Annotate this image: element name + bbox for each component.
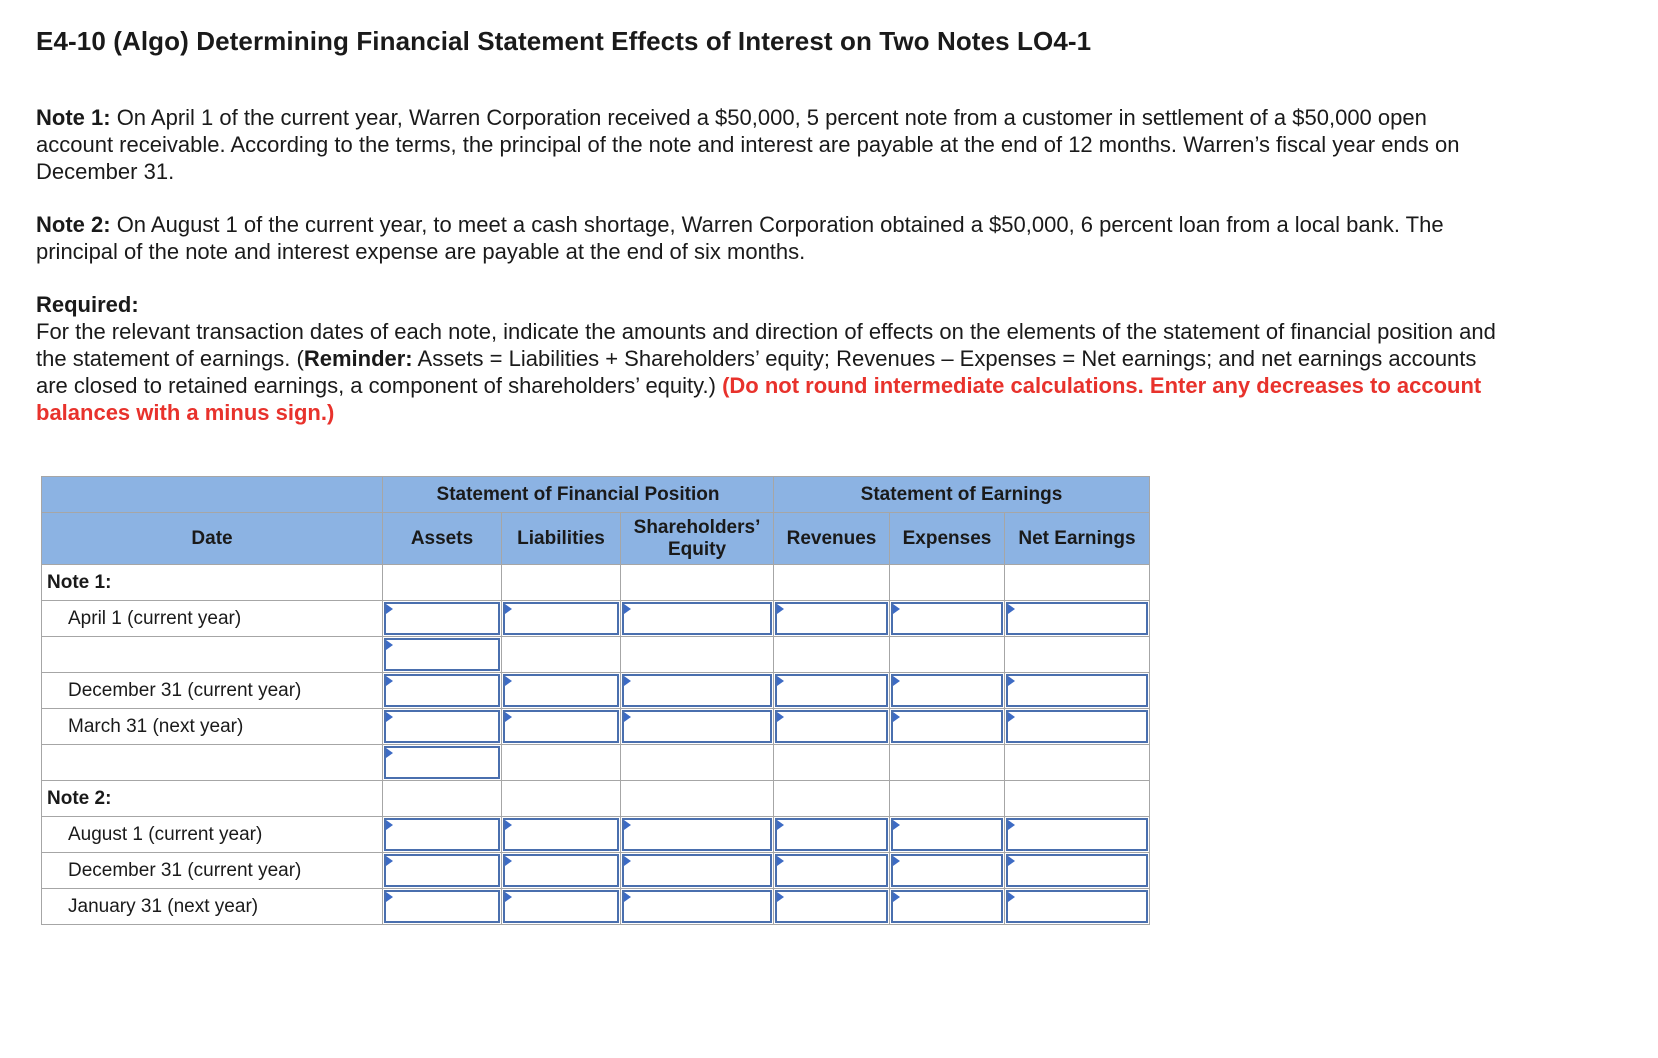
- required-heading: Required:: [36, 292, 139, 317]
- header-net-earnings: Net Earnings: [1005, 513, 1150, 565]
- jan31-assets-input[interactable]: [384, 890, 500, 923]
- dec31-n2-assets-input[interactable]: [384, 854, 500, 887]
- dec31-n2-revenues-input[interactable]: [775, 854, 888, 887]
- apr1-expenses-input[interactable]: [891, 602, 1003, 635]
- aug1-liabilities-input[interactable]: [503, 818, 619, 851]
- required-text-2: Assets = Liabilities + Shareholders’ equity; Revenues – Expenses = Net earnings; and net earnings accounts are closed to retained earnings, a component of shareholders’ equity.): [36, 346, 1477, 398]
- dec31-n1-net-earnings-input[interactable]: [1006, 674, 1148, 707]
- dec31-n2-net-earnings-input[interactable]: [1006, 854, 1148, 887]
- dec31-n1-expenses-input[interactable]: [891, 674, 1003, 707]
- header-revenues: Revenues: [774, 513, 890, 565]
- apr1-net-earnings-input[interactable]: [1006, 602, 1148, 635]
- jan31-net-earnings-input[interactable]: [1006, 890, 1148, 923]
- jan31-expenses-input[interactable]: [891, 890, 1003, 923]
- note1-row-label: Note 1:: [42, 565, 383, 601]
- mar31-equity-input[interactable]: [622, 710, 772, 743]
- table-row: [42, 745, 1150, 781]
- table-row: [42, 601, 1150, 637]
- jan31-revenues-input[interactable]: [775, 890, 888, 923]
- dec31-n1-liabilities-input[interactable]: [503, 674, 619, 707]
- header-blank: [42, 477, 383, 513]
- table-row: [42, 889, 1150, 925]
- apr1-assets-input[interactable]: [384, 602, 500, 635]
- header-assets: Assets: [383, 513, 502, 565]
- note2-label: Note 2:: [36, 212, 111, 237]
- date-april-1: April 1 (current year): [42, 601, 383, 637]
- table-row: [42, 709, 1150, 745]
- mar31-expenses-input[interactable]: [891, 710, 1003, 743]
- dec31-n1-assets-input[interactable]: [384, 674, 500, 707]
- date-march-31: March 31 (next year): [42, 709, 383, 745]
- dec31-n1-revenues-input[interactable]: [775, 674, 888, 707]
- page-title: E4-10 (Algo) Determining Financial Statement Effects of Interest on Two Notes LO4-1: [36, 26, 1092, 56]
- aug1-equity-input[interactable]: [622, 818, 772, 851]
- aug1-expenses-input[interactable]: [891, 818, 1003, 851]
- required-text-1: For the relevant transaction dates of each note, indicate the amounts and direction of effects on the elements of the statement of financial position and the statement of earnings. (: [36, 319, 1496, 371]
- effects-table: [41, 476, 1150, 925]
- jan31-equity-input[interactable]: [622, 890, 772, 923]
- note2-row-label: Note 2:: [42, 781, 383, 817]
- dec31-n1-equity-input[interactable]: [622, 674, 772, 707]
- header-date: Date: [42, 513, 383, 565]
- date-january-31: January 31 (next year): [42, 889, 383, 925]
- note1-text: On April 1 of the current year, Warren Corporation received a $50,000, 5 percent note from a customer in settlement of a $50,000 open account receivable. According to the terms, the principal of the note and interest are payable at the end of 12 months. Warren’s fiscal year ends on December 31.: [36, 105, 1460, 184]
- table-row: [42, 637, 1150, 673]
- table-row: [42, 817, 1150, 853]
- table-row: [42, 673, 1150, 709]
- mar31-assets-input[interactable]: [384, 710, 500, 743]
- mar31-liabilities-input[interactable]: [503, 710, 619, 743]
- aug1-assets-input[interactable]: [384, 818, 500, 851]
- dec31-n2-equity-input[interactable]: [622, 854, 772, 887]
- dec31-n2-expenses-input[interactable]: [891, 854, 1003, 887]
- header-liabilities: Liabilities: [502, 513, 621, 565]
- required-instruction: (Do not round intermediate calculations. Enter any decreases to account balances with a minus sign.): [36, 373, 1482, 425]
- apr1-assets-input-2[interactable]: [384, 638, 500, 671]
- note2-text: On August 1 of the current year, to meet a cash shortage, Warren Corporation obtained a $50,000, 6 percent loan from a local bank. The principal of the note and interest expense are payable at the end of six months.: [36, 212, 1444, 264]
- header-statement-earnings: Statement of Earnings: [774, 477, 1150, 513]
- header-expenses: Expenses: [890, 513, 1005, 565]
- table-row: [42, 853, 1150, 889]
- aug1-net-earnings-input[interactable]: [1006, 818, 1148, 851]
- aug1-revenues-input[interactable]: [775, 818, 888, 851]
- note2-paragraph: [36, 211, 1506, 265]
- note1-paragraph: [36, 104, 1506, 185]
- reminder-label: Reminder:: [303, 346, 413, 371]
- apr1-liabilities-input[interactable]: [503, 602, 619, 635]
- mar31-revenues-input[interactable]: [775, 710, 888, 743]
- jan31-liabilities-input[interactable]: [503, 890, 619, 923]
- note1-label: Note 1:: [36, 105, 111, 130]
- apr1-revenues-input[interactable]: [775, 602, 888, 635]
- apr1-equity-input[interactable]: [622, 602, 772, 635]
- date-august-1: August 1 (current year): [42, 817, 383, 853]
- date-december-31-note1: December 31 (current year): [42, 673, 383, 709]
- mar31-assets-input-2[interactable]: [384, 746, 500, 779]
- required-paragraph: [36, 291, 1506, 426]
- mar31-net-earnings-input[interactable]: [1006, 710, 1148, 743]
- dec31-n2-liabilities-input[interactable]: [503, 854, 619, 887]
- header-equity: Shareholders’ Equity: [621, 513, 774, 565]
- header-financial-position: Statement of Financial Position: [383, 477, 774, 513]
- date-december-31-note2: December 31 (current year): [42, 853, 383, 889]
